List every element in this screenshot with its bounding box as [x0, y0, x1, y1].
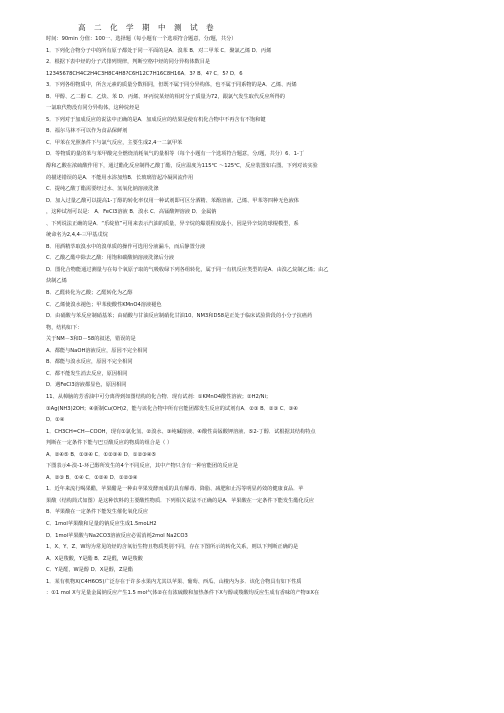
text-line: C．1mol苹果酸和足量的钠反应生成1.5moLH2	[46, 520, 157, 527]
text-line: C．都不能发生消去反应，原因相同	[46, 370, 128, 377]
text-line: 下图表示4-溴-1-环己醇所发生的4个不同反应，其中产物只含有一种官能团的反应是	[46, 463, 238, 470]
exam-body	[46, 34, 484, 600]
text-line: C．Y是醛，W是醇 D．X是醇，Z是酯	[46, 567, 133, 574]
text-line: C．乙酸乙酯中除去乙酸：用饱和碳酸钠溶液洗涤后分液	[46, 255, 175, 262]
text-line: ，这种试剂可以是： A．FeCl3溶液 B．溴水 C．高锰酸钾溶液 D．金属钠	[46, 209, 217, 216]
text-line: 11、从樟脑的芳香油中可分离得到如图结构的化合物．现有试剂：①KMnO4酸性溶液；②H2/Ni；	[46, 393, 272, 400]
text-line: B．苹果酸在一定条件下能发生催化氧化反应	[46, 509, 149, 516]
text-line: 2．根据下表中烃的分子式排列规律，判断空格中烃的同分异构体数目是	[46, 59, 211, 66]
text-line: 1．近年来流行喝果醋，苹果醋是一种由苹果发酵而成的具有解毒、降脂、减肥和止泻等明显药效的健康食品．苹	[46, 486, 304, 493]
text-line: C．甲苯在光照条件下与氯气反应，主要生成2,4一二氯甲苯	[46, 139, 183, 146]
text-line: 时间：90min 分值：100一、选择题（每小题有一个选项符合题意，分/题，共分）	[46, 36, 237, 42]
text-line: 一氯取代物没有同分异构体，这种烷烃是	[46, 105, 140, 112]
text-line: D．①④	[46, 417, 65, 424]
text-line: A．都能与NaOH溶液反应，原因不完全相同	[46, 347, 148, 354]
page-title: 高 二 化 学 期 中 测 试 卷	[78, 23, 217, 32]
text-line: 1．某有机物X(C4H6O5)广泛存在于许多水果内尤其以苹果、葡萄、西瓜、山楂内为多．该化合物具有如下性质	[46, 578, 302, 585]
text-line: A．②④⑤ B．①③④ C．①②③④ D．①②③④⑤	[46, 451, 157, 458]
text-line: A．X是羧酸，Y是酯 B．Z是醛，W是羧酸	[46, 555, 143, 562]
text-line: 5．下列对于加成反应的说法中正确的是A．加成反应的结果是使有机化合物中不再含有不饱和键	[46, 116, 266, 123]
text-line: 醇和乙酸在浓硫酸作用下，通过酯化反应制得乙酸丁酯，反应温度为115℃ ～125℃，反应装置如右图。下列对该实验	[46, 163, 318, 170]
text-line: ③Ag(NH3)2OH；④新制Cu(OH)2，能与该化合物中所有官能团都发生反应的试剂有A．②③ B．②③ C．③④	[46, 405, 298, 412]
text-line: C．乙烯使溴水褪色；甲苯使酸性KMnO4溶液褪色	[46, 301, 162, 308]
text-line: B．福尔马林不可以作为食品保鲜剂	[46, 128, 128, 135]
text-line: 12345678CH4C2H4C3H8C4H8?C6H12C7H16C8H16A．3? B．4? C．5? D．6	[46, 70, 243, 77]
text-line: D．1mol苹果酸与Na2CO3溶液反应必需消耗2mol Na2CO3	[46, 532, 188, 539]
text-line: 炔制乙烯	[46, 278, 67, 285]
text-line: D．图化合物能通过测量与在每个氧原子取的气吸收绿下列各组转化，属于同一有机反应类型的是A．由溴乙烷制乙烯；由乙	[46, 266, 329, 273]
text-line: B．甲醇、乙二醇 C．乙炔、苯 D．丙烯、环丙烷某烃的相对分子质量为72，跟氯气发生取代反应所得的	[46, 93, 285, 100]
text-line: 物，结构如下：	[46, 324, 83, 331]
text-line: B．乙醛转化为乙酸；乙醛转化为乙醇	[46, 290, 133, 297]
text-line: 的描述错误的是A．不能用水浴加热B．长玻璃管起冷凝回流作用	[46, 174, 194, 181]
text-line: C．提纯乙酸丁酯需要经过水、氢氧化钠溶液洗涤	[46, 186, 159, 193]
text-line: D．等物质的量的苯与苯甲酸完全燃烧消耗氧气的量相等（每个小题有一个选项符合题意，分/题，共分）6．1-丁	[46, 151, 305, 158]
text-line: B．用酒精萃取溴水中的溴单质的操作可选用分液漏斗，而后静置分液	[46, 243, 206, 250]
text-line: 3．下列各组物质中，所含元素的质量分数相同，但既不属于同分异构体，也不属于同系物的是A．乙烯、丙烯	[46, 82, 297, 89]
text-line: A．②③ B．①④ C．①②④ D．①②③④	[46, 474, 138, 481]
text-line: ：①1 mol X与足量金属钠反应产生1.5 mol气体②在有浓硫酸和加热条件下X与醇或羧酸均反应生成有香味的产物③X在	[46, 590, 320, 597]
text-line: 统命名为2,4,4-三甲基戊烷	[46, 232, 108, 239]
text-line: 1、X、Y、Z、W均为常见的烃的含氧衍生物且物质类别不同，存在下图所示的转化关系，则以下判断正确的是	[46, 544, 299, 551]
text-line: 1．下列化合物分子中的所有原子都处于同一平面的是A．溴苯 B．对二甲苯 C．聚氯乙烯 D．丙烯	[46, 47, 272, 54]
text-line: 1．CH3CH=CH—COOH，现有①氯化氢、②溴水、③纯碱溶液、④酸性高锰酸钾溶液、⑤2-丁醇．试根据其结构特点	[46, 428, 316, 435]
text-line: 关于NM－3和D－58的叙述，错误的是	[46, 336, 136, 343]
text-line: D．由硝酸与苯反应制硝基苯；由硝酸与甘油反应制硝化甘油10、NM3和D58是正处于临床试验阶段的小分子抗癌药	[46, 313, 313, 320]
text-line: D．遇FeCl3溶液都显色，原因相同	[46, 382, 127, 389]
text-line: D．加入过量乙酸可以提高1-丁醇的转化率仅用一种试剂即可区分酒精、苯酚溶液、己烯、甲苯等四种无色液体	[46, 197, 299, 204]
text-line: 判断在一定条件下能与巴豆酸反应的物质的组合是（ ）	[46, 440, 173, 447]
text-line: B．都能与溴水反应，原因不完全相同	[46, 359, 133, 366]
text-line: 、下列说法正确的是A．“乐绽值”可用来表示汽油的质量，异辛烷的爆震程度最小，因是异辛烷的球棍模型，系	[46, 220, 299, 227]
text-line: 果酸（结构简式如图）是这种饮料的主要酸性物质．下列相关说法不正确的是A．苹果酸在一定条件下能发生酯化反应	[46, 497, 315, 504]
